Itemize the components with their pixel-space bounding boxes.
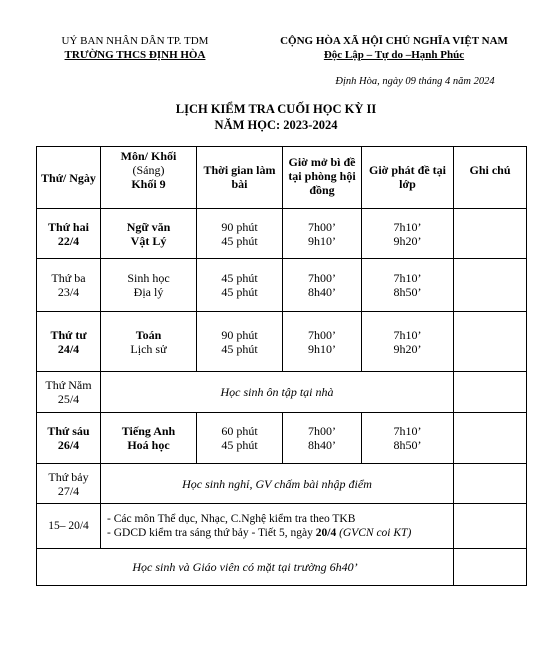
note-cell	[454, 372, 527, 413]
col-subject-label: Môn/ Khối	[120, 149, 177, 163]
note-cell	[454, 504, 527, 549]
merged-cell: Học sinh ôn tập tại nhà	[101, 372, 454, 413]
title-line-1: LỊCH KIỂM TRA CUỐI HỌC KỲ II	[175, 102, 377, 116]
duration-cell: 90 phút 45 phút	[197, 209, 283, 259]
col-subject	[101, 147, 197, 209]
col-subject-session: (Sáng)	[132, 163, 165, 177]
duration-cell: 90 phút 45 phút	[197, 312, 283, 372]
subject-cell: Ngữ văn Vật Lý	[101, 209, 197, 259]
note-cell	[454, 464, 527, 504]
duration-cell: 60 phút 45 phút	[197, 413, 283, 464]
col-duration: Thời gian làm bài	[197, 147, 283, 209]
duration-cell: 45 phút 45 phút	[197, 259, 283, 312]
exam-schedule-table	[36, 146, 527, 586]
note-line-2: - GDCD kiểm tra sáng thứ bảy - Tiết 5, ngày 20/4 (GVCN coi KT)	[107, 527, 412, 539]
subject-cell: Tiếng Anh Hoá học	[101, 413, 197, 464]
footer-row	[37, 549, 527, 586]
open-time-cell: 7h00’ 9h10’	[283, 312, 362, 372]
notes-cell	[101, 504, 454, 549]
table-row	[37, 259, 527, 312]
note-cell	[454, 259, 527, 312]
note-cell	[454, 209, 527, 259]
notes-row	[37, 504, 527, 549]
handout-time-cell: 7h10’ 8h50’	[362, 413, 454, 464]
document-title	[0, 101, 552, 133]
agency-name: UỶ BAN NHÂN DÂN TP. TDM	[61, 35, 209, 47]
table-row	[37, 413, 527, 464]
col-subject-grade: Khối 9	[131, 177, 166, 191]
national-header	[262, 34, 526, 62]
open-time-cell: 7h00’ 8h40’	[283, 259, 362, 312]
subject-cell: Sinh học Địa lý	[101, 259, 197, 312]
table-row	[37, 209, 527, 259]
subject-cell: Toán Lịch sử	[101, 312, 197, 372]
day-cell: Thứ sáu 26/4	[37, 413, 101, 464]
handout-time-cell: 7h10’ 9h20’	[362, 209, 454, 259]
note-cell	[454, 312, 527, 372]
note-cell	[454, 413, 527, 464]
col-handout-time: Giờ phát đề tại lớp	[362, 147, 454, 209]
table-row	[37, 312, 527, 372]
open-time-cell: 7h00’ 9h10’	[283, 209, 362, 259]
title-line-2: NĂM HỌC: 2023-2024	[214, 118, 338, 132]
table-row	[37, 464, 527, 504]
national-motto: Độc Lập – Tự do –Hạnh Phúc	[323, 49, 465, 61]
day-cell: Thứ bảy 27/4	[37, 464, 101, 504]
day-cell: Thứ tư 24/4	[37, 312, 101, 372]
day-cell: Thứ hai 22/4	[37, 209, 101, 259]
col-note: Ghi chú	[454, 147, 527, 209]
date-line: Định Hòa, ngày 09 tháng 4 năm 2024	[335, 76, 495, 87]
footer-note: Học sinh và Giáo viên có mặt tại trường 6h40’	[37, 549, 454, 586]
col-open-time: Giờ mở bì đề tại phòng hội đồng	[283, 147, 362, 209]
handout-time-cell: 7h10’ 9h20’	[362, 312, 454, 372]
note-line-1: - Các môn Thể dục, Nhạc, C.Nghệ kiểm tra theo TKB	[107, 513, 356, 525]
col-day: Thứ/ Ngày	[37, 147, 101, 209]
merged-cell: Học sinh nghỉ, GV chấm bài nhập điểm	[101, 464, 454, 504]
school-name: TRƯỜNG THCS ĐỊNH HÒA	[64, 49, 206, 61]
open-time-cell: 7h00’ 8h40’	[283, 413, 362, 464]
national-title: CỘNG HÒA XÃ HỘI CHỦ NGHĨA VIỆT NAM	[280, 35, 508, 47]
day-cell: Thứ Năm 25/4	[37, 372, 101, 413]
handout-time-cell: 7h10’ 8h50’	[362, 259, 454, 312]
agency-header	[30, 34, 240, 62]
date-range-cell: 15– 20/4	[37, 504, 101, 549]
table-row	[37, 372, 527, 413]
header-row	[37, 147, 527, 209]
day-cell: Thứ ba 23/4	[37, 259, 101, 312]
note-cell	[454, 549, 527, 586]
